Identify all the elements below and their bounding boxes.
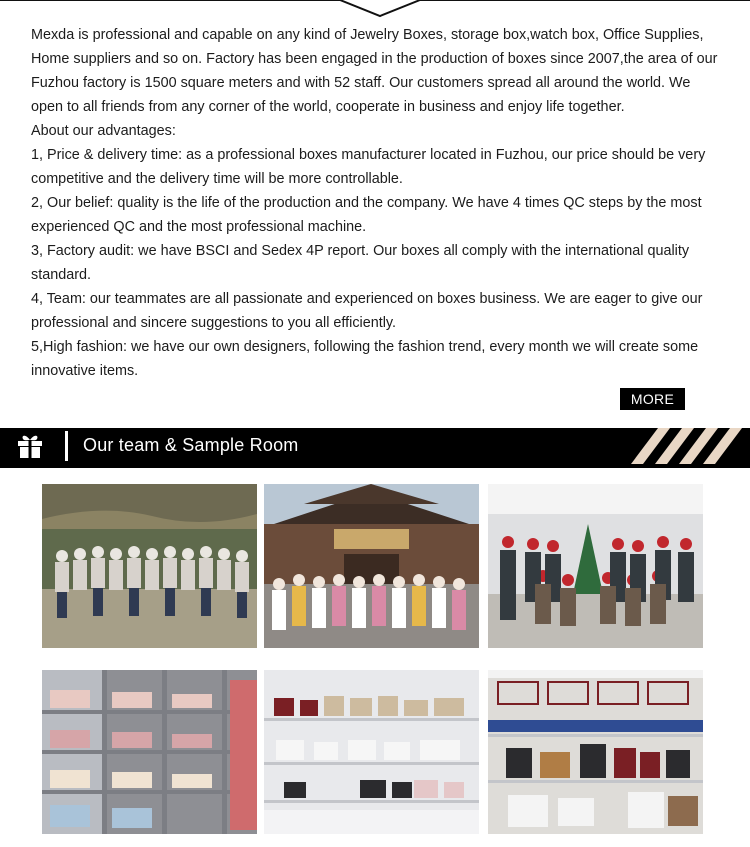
sample-room-photo-2 [264, 670, 479, 834]
section-underline [0, 464, 750, 468]
advantage-team: 4, Team: our teammates are all passionate and experienced on boxes business. We are eager to give our professional and sincere suggestions to you all efficiently. [31, 291, 703, 331]
gift-icon [17, 434, 43, 458]
advantage-price: 1, Price & delivery time: as a professional boxes manufacturer located in Fuzhou, our price should be very competitive and the delivery time will be more controllable. [31, 147, 706, 187]
advantage-audit: 3, Factory audit: we have BSCI and Sedex 4P report. Our boxes all comply with the international quality standard. [31, 243, 690, 283]
more-button[interactable]: MORE [620, 388, 685, 410]
advantage-belief: 2, Our belief: quality is the life of the production and the company. We have 4 times QC steps by the most experienced QC and the most professional machine. [31, 195, 702, 235]
decorative-stripes [620, 428, 750, 468]
team-photo-outdoor [42, 484, 257, 648]
advantages-heading: About our advantages: [31, 123, 176, 139]
section-title: Our team & Sample Room [83, 435, 299, 455]
section-header [0, 428, 750, 464]
team-photo-temple [264, 484, 479, 648]
header-divider [65, 431, 68, 461]
sample-room-photo-3 [488, 670, 703, 834]
team-photo-christmas [488, 484, 703, 648]
advantage-fashion: 5,High fashion: we have our own designers, following the fashion trend, every month we will create some innovative items. [31, 339, 699, 379]
company-intro [31, 23, 721, 383]
top-divider-notch [0, 0, 750, 20]
intro-paragraph: Mexda is professional and capable on any kind of Jewelry Boxes, storage box,watch box, Office Supplies, Home suppliers and so on. Factory has been engaged in the production of boxes since 2007,the area of our Fuzhou factory is 1500 square meters and with 52 staff. Our customers spread all around the world. We open to all friends from any corner of the world, cooperate in business and enjoy life together. [31, 27, 718, 115]
sample-room-photo-1 [42, 670, 257, 834]
